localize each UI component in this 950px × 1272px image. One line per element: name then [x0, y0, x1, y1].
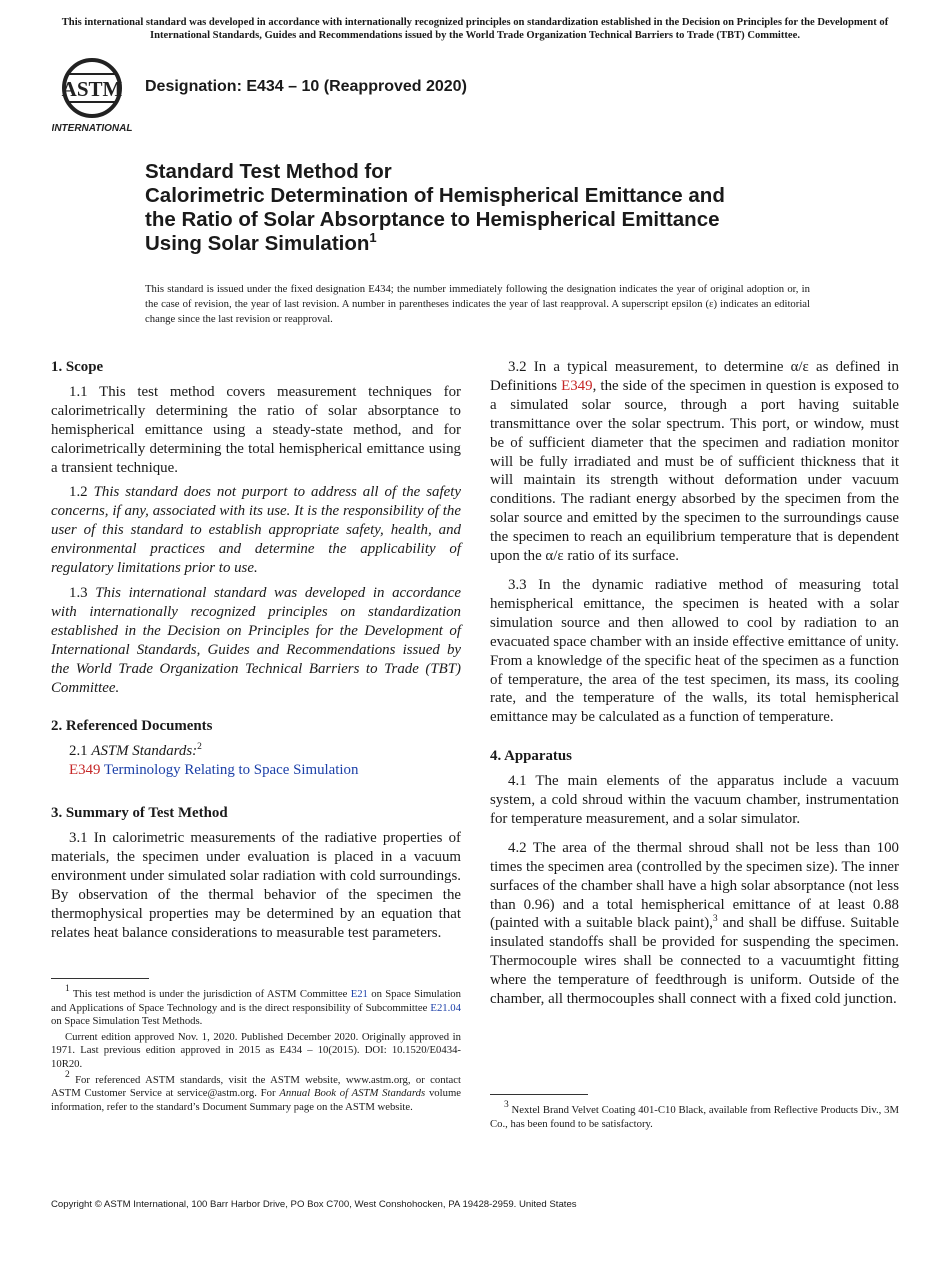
link-e349-inline[interactable]: E349: [561, 377, 593, 394]
section-heading-referenced-documents: 2. Referenced Documents: [51, 718, 213, 735]
document-title: [145, 160, 865, 256]
link-e21-04[interactable]: E21.04: [430, 1001, 461, 1014]
copyright-line: Copyright © ASTM International, 100 Barr Harbor Drive, PO Box C700, West Conshohocken, PA 19428-2959. United States: [51, 1199, 577, 1210]
footnotes-right: [490, 1100, 899, 1133]
footnotes-left: [51, 984, 461, 1116]
paragraph-1-1: 1.1 This test method covers measurement techniques for calorimetrically determining the ratio of solar absorptance to hemispherical emittance using a steady-state method, and for calorimetrically determining the total hemispherical emittance using a transient technique.: [51, 383, 461, 476]
title-line-3: the Ratio of Solar Absorptance to Hemispherical Emittance: [145, 208, 720, 231]
footnote-divider-right: [490, 1094, 588, 1095]
title-line-2: Calorimetric Determination of Hemispherical Emittance and: [145, 184, 725, 207]
logo-subtitle: INTERNATIONAL: [52, 123, 133, 134]
paragraph-3-2: 3.2 In a typical measurement, to determine α/ε as defined in Definitions E349, the side of the specimen in question is exposed to a simulated solar source, through a port having suitable transmittance over the solar spectrum. This port, or window, must be of sufficient diameter that the specimen and radiation monitor will be fully irradiated and must be of sufficient thickness that it will maintain its strength without deformation under vacuum conditions. The radiant energy absorbed by the specimen from the solar source and emitted by the specimen to the surroundings cause the specimen to reach an equilibrium temperature that is dependent upon the α/ε ratio of its surface.: [490, 359, 899, 565]
right-column: [490, 358, 899, 1015]
footnote-2: $^2$ For referenced ASTM standards, visit the ASTM website, www.astm.org, or contact ASTM Customer Service at service@astm.org. For Annual Book of ASTM Standards volume information, refer to the standard’s Document Summary page on the ASTM website.: [51, 1069, 461, 1113]
link-e21[interactable]: E21: [350, 988, 368, 1000]
title-line-1: Standard Test Method for: [145, 160, 392, 183]
paragraph-2-1: 2.1 ASTM Standards:$^2$: [69, 742, 202, 760]
astm-international-logo: [52, 56, 136, 134]
wto-notice-banner: This international standard was developed in accordance with internationally recognized principles on standardization established in the Decision on Principles for the Development of International Standards, Guides and Recommendations issued by the World Trade Organization Technical Barriers to Trade (TBT) Committee.: [61, 17, 889, 41]
footnote-1-edition: Current edition approved Nov. 1, 2020. Published December 2020. Originally approved in 1971. Last previous edition approved in 2015 as E434 – 10(2015). DOI: 10.1520/E0434-10R20.: [51, 1030, 461, 1070]
section-heading-summary: 3. Summary of Test Method: [51, 805, 228, 822]
title-footnote-mark: 1: [369, 230, 377, 245]
paragraph-4-1: 4.1 The main elements of the apparatus include a vacuum system, a cold shroud within the vacuum chamber, instrumentation for temperature measurement, and a solar simulator.: [490, 773, 899, 827]
title-line-4: Using Solar Simulation: [145, 232, 370, 255]
paragraph-1-2: 1.2 This standard does not purport to address all of the safety concerns, if any, associated with its use. It is the responsibility of the user of this standard to establish appropriate safety, health, and environmental practices and determine the applicability of regulatory limitations prior to use.: [51, 484, 461, 577]
paragraph-1-3: 1.3 This international standard was developed in accordance with internationally recognized principles on standardization established in the Decision on Principles for the Development of International Standards, Guides and Recommendations issued by the World Trade Organization Technical Barriers to Trade (TBT) Committee.: [51, 584, 461, 696]
reference-link-e349[interactable]: E349 Terminology Relating to Space Simulation: [69, 762, 359, 779]
footnote-1: $^1$ This test method is under the jurisdiction of ASTM Committee E21 on Space Simulation and Applications of Space Technology and is the direct responsibility of Subcommittee E21.04 on Space Simulation Test Methods.: [51, 984, 461, 1028]
footnote-3: $^3$ Nextel Brand Velvet Coating 401-C10 Black, available from Reflective Products Div., 3M Co., has been found to be satisfactory.: [490, 1100, 899, 1130]
footnote-divider-left: [51, 978, 149, 979]
paragraph-4-2: 4.2 The area of the thermal shroud shall not be less than 100 times the specimen area (controlled by the specimen size). The inner surfaces of the chamber shall have a high solar absorptance (not less than 0.96) and a total hemispherical emittance of at least 0.88 (painted with a suitable black paint),$^3$ and shall be diffuse. Suitable insulated standoffs shall be provided for suspending the specimen. Thermocouple wires shall be connected to a vacuumtight fitting where the temperature of feedthrough is uniform. Outside of the chamber, all thermocouples shall connect with a fixed cold junction.: [490, 839, 899, 1008]
section-heading-apparatus: 4. Apparatus: [490, 748, 572, 765]
logo-letters: ASTM: [61, 77, 123, 101]
standard-issue-notice: This standard is issued under the fixed designation E434; the number immediately following the designation indicates the year of original adoption or, in the case of revision, the year of last revision. A number in parentheses indicates the year of last reapproval. A superscript epsilon (ε) indicates an editorial change since the last revision or reapproval.: [145, 283, 810, 325]
designation: Designation: E434 – 10 (Reapproved 2020): [145, 78, 467, 95]
paragraph-3-3: 3.3 In the dynamic radiative method of measuring total hemispherical emittance, the specimen is heated with a solar simulation source and then allowed to cool by radiation to an evacuated space chamber with an inside effective emittance of unity. From a knowledge of the specific heat of the specimen as a function of temperature, the area of the test specimen, its mass, its cooling rate, and the temperature of the walls, its total hemispherical emittance may be calculated as a function of temperature.: [490, 576, 899, 726]
paragraph-3-1: 3.1 In calorimetric measurements of the radiative properties of materials, the specimen under evaluation is placed in a vacuum environment under simulated solar radiation with cold surroundings. By observation of the thermal behavior of the specimen the thermophysical properties may be determined by an equation that relates heat balance considerations to measurable test parameters.: [51, 830, 461, 941]
section-heading-scope: 1. Scope: [51, 359, 104, 375]
left-column: [51, 358, 461, 948]
